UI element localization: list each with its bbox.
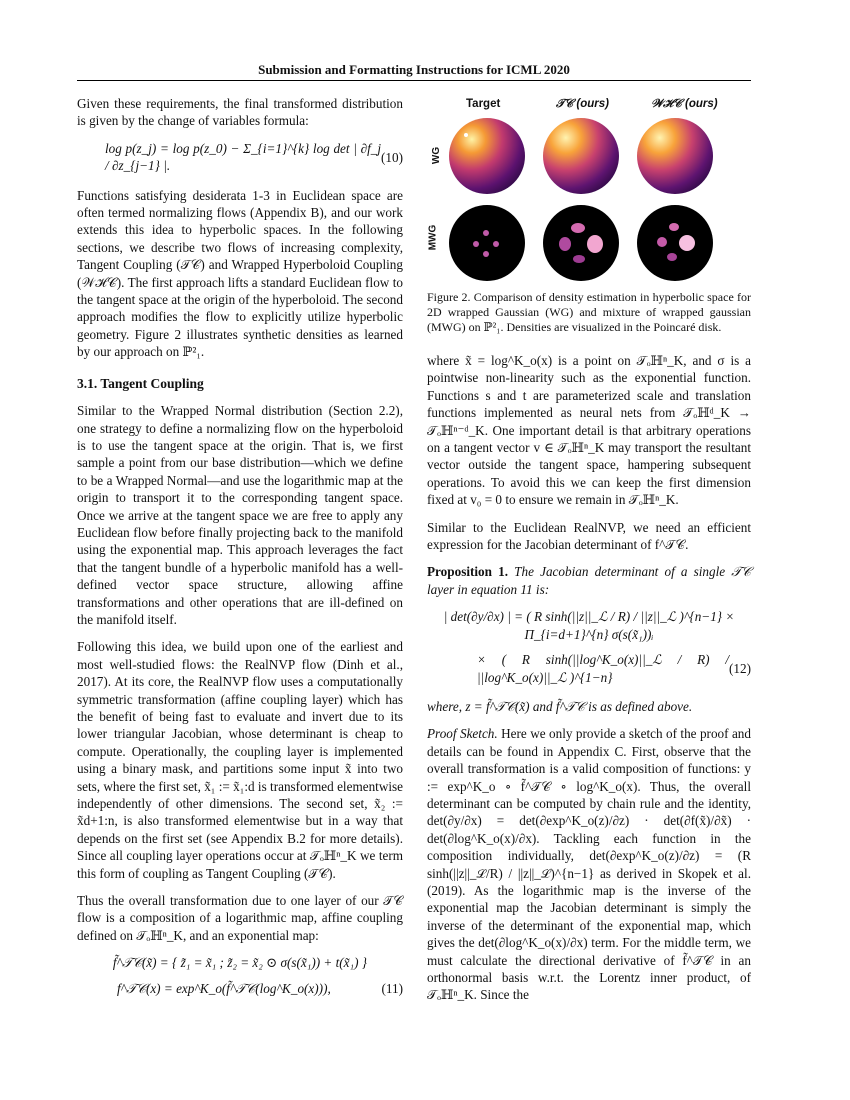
paragraph: Functions satisfying desiderata 1-3 in Euclidean space are often termed normalizing flows (Appendix B), and our work extends this idea to hyperbolic spaces. In the following sections, we describe two flows of increasing complexity, Tangent Coupling (𝒯𝒞) and Wrapped Hyperboloid Coupling (𝒲ℋ𝒞). The first approach lifts a standard Euclidean flow to the tangent space at the origin of the hyperboloid. The second approach modifies the flow to explicitly utilize hyperbolic geometry. Figure 2 illustrates synthetic densities as learned by our approach on ℙ²₁. xyxy=(77,187,403,360)
density-blob xyxy=(483,230,489,236)
figure-col-whc: 𝒲ℋ𝒞 (ours) xyxy=(651,98,718,110)
paragraph: where, z = f̃^𝒯𝒞(x̃) and f̃^𝒯𝒞 is as defined above. xyxy=(427,698,693,714)
density-disk-mwg-whc xyxy=(637,205,713,281)
paragraph: where x̃ = log^K_o(x) is a point on 𝒯ₒℍⁿ_K, and σ is a pointwise non-linearity such as the exponential function. Functions s and t are parameterized scale and translation functions implemented as neural nets from 𝒯ₒℍᵈ_K → 𝒯ₒℍⁿ⁻ᵈ_K. One important detail is that arbitrary operations on a tangent vector v ∈ 𝒯ₒℍⁿ_K may transport the resultant vector outside the tangent space, hampering subsequent operations. To avoid this we can keep the first dimension fixed at v₀ = 0 to ensure we remain in 𝒯ₒℍⁿ_K. xyxy=(427,353,751,508)
density-blob xyxy=(669,223,679,231)
proof-text: Here we only provide a sketch of the proof and details can be found in Appendix C. First, observe that the overall transformation is a valid composition of functions: y := exp^K_o ∘ f̃^𝒯𝒞 ∘ log^K_o(x). Thus, the overall determinant can be computed by chain rule and the identity, det(∂y/∂x) = det(∂exp^K_o(z)/∂z) · det(∂f(x̃)/∂x̃) · det(∂log^K_o(x)/∂x). Tackling each function in the composition individually, det(∂exp^K_o(z)/∂z) = (R sinh(||z||_ℒ/R) / ||z||_ℒ)^{n−1} as derived in Skopek et al. (2019). As the logarithmic map is the inverse of the exponential map the Jacobian determinant is simply the inverse of the determinant of the exponential map, which gives the det(∂log^K_o(x)/∂x) term. For the middle term, we must calculate the directional derivative of f̃^𝒯𝒞 in an orthonormal basis w.r.t. the Lorentz inner product, of 𝒯ₒℍⁿ_K. Since the xyxy=(427,726,751,1003)
density-blob xyxy=(657,237,667,247)
equation-number: (10) xyxy=(381,149,403,165)
equation-body: log p(z_j) = log p(z_0) − Σ_{i=1}^{k} log det | ∂f_j / ∂z_{j−1} |. xyxy=(105,140,382,174)
equation-body: f^𝒯𝒞(x) = exp^K_o(f̃^𝒯𝒞(log^K_o(x))), xyxy=(117,980,331,996)
density-disk-mwg-tc xyxy=(543,205,619,281)
paragraph: Similar to the Euclidean RealNVP, we need an efficient expression for the Jacobian determinant of f^𝒯𝒞. xyxy=(427,519,751,553)
right-column xyxy=(427,352,751,1014)
figure-row-wg: WG xyxy=(431,146,443,165)
proposition-text: The Jacobian determinant of a single 𝒯𝒞 layer in equation 11 is: xyxy=(427,564,751,597)
equation-number: (11) xyxy=(381,980,403,996)
density-disk-mwg-target xyxy=(449,205,525,281)
equation-body: × ( R sinh(||log^K_o(x)||_ℒ / R) / ||log^K_o(x)||_ℒ )^{1−n} xyxy=(477,652,730,685)
proof-paragraph xyxy=(427,725,751,1004)
paragraph: Given these requirements, the final transformed distribution is given by the change of variables formula: xyxy=(77,96,403,129)
density-blob xyxy=(667,253,677,261)
equation-number: (12) xyxy=(729,660,751,676)
equation-12 xyxy=(427,651,751,686)
density-blob xyxy=(587,235,603,253)
figure-col-target: Target xyxy=(466,98,501,110)
density-blob xyxy=(679,235,695,251)
header-rule xyxy=(77,80,751,81)
density-blob xyxy=(571,223,585,233)
density-blob xyxy=(559,237,571,251)
density-blob xyxy=(573,255,585,263)
density-disk-wg-target xyxy=(449,118,525,194)
density-blob xyxy=(473,241,479,247)
proof-label: Proof Sketch. xyxy=(427,726,498,742)
figure-col-tc: 𝒯𝒞 (ours) xyxy=(556,98,609,110)
left-column xyxy=(77,95,403,1009)
density-disk-wg-tc xyxy=(543,118,619,194)
running-header: Submission and Formatting Instructions for ICML 2020 xyxy=(258,62,570,77)
equation-11 xyxy=(77,980,403,997)
figure-row-mwg: MWG xyxy=(427,224,439,251)
figure-caption: Figure 2. Comparison of density estimation in hyperbolic space for 2D wrapped Gaussian (WG) and mixture of wrapped gaussian (MWG) on ℙ²₁. Densities are visualized in the Poincaré disk. xyxy=(427,290,751,334)
paragraph: Similar to the Wrapped Normal distribution (Section 2.2), one strategy to define a normalizing flow on the hyperboloid is to use the tangent space at the origin. That is, we first sample a point from our base distribution—which we define to be a Wrapped Normal—and use the logarithmic map at the origin to transport it to the corresponding tangent space. Once we arrive at the tangent space we are free to apply any Euclidean flow before finally projecting back to the manifold using the exponential map. This approach leverages the fact that the tangent bundle of a hyperbolic manifold has a well-defined vector space structure, allowing affine transformations and other operations that are ill-defined on the manifold itself. xyxy=(77,403,403,627)
paragraph: Following this idea, we build upon one of the earliest and most well-studied flows: the RealNVP flow (Dinh et al., 2017). At its core, the RealNVP flow uses a computationally symmetric transformation (affine coupling layer) which has the benefit of being fast to evaluate and invert due to its lower triangular Jacobian, whose determinant is cheap to compute. Operationally, the coupling layer is implemented using a binary mask, and partitions some input x̃ into two sets, where the first set, x̃₁ := x̃₁:d is transformed elementwise independently of other dimensions. The second set, x̃₂ := x̃d+1:n, is also transformed elementwise but in a way that depends on the first set (see Appendix B.2 for more details). Since all coupling layer operations occur at 𝒯ₒℍⁿ_K we term this form of coupling as Tangent Coupling (𝒯𝒞). xyxy=(77,639,403,881)
equation-11a: f̃^𝒯𝒞(x̃) = { z̃₁ = x̃₁ ; z̃₂ = x̃₂ ⊙ σ(s(x̃₁)) + t(x̃₁) } xyxy=(112,955,368,971)
equation-10 xyxy=(77,140,403,175)
section-heading: 3.1. Tangent Coupling xyxy=(77,375,204,391)
density-disk-wg-whc xyxy=(637,118,713,194)
proposition-label: Proposition 1. xyxy=(427,564,509,580)
equation-12a: | det(∂y/∂x) | = ( R sinh(||z||_ℒ / R) / ||z||_ℒ )^{n−1} × Π_{i=d+1}^{n} σ(s(x̃₁))ᵢ xyxy=(443,609,735,642)
density-peak-marker xyxy=(464,133,468,137)
proposition xyxy=(427,563,751,598)
paragraph: Thus the overall transformation due to one layer of our 𝒯𝒞 flow is a composition of a logarithmic map, affine coupling defined on 𝒯ₒℍⁿ_K, and an exponential map: xyxy=(77,893,403,943)
density-blob xyxy=(493,241,499,247)
density-blob xyxy=(483,251,489,257)
